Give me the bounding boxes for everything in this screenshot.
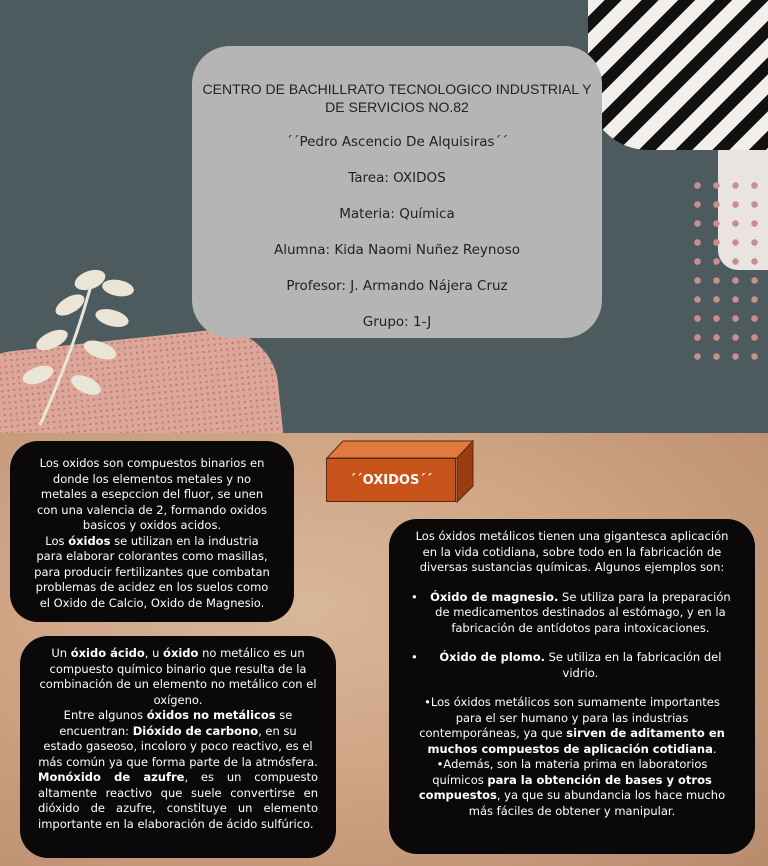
group-label: Grupo: 1-J <box>362 314 432 330</box>
oxidos-heading: ´´OXIDOS´´ <box>326 458 456 502</box>
subject-label: Materia: Química <box>339 206 455 222</box>
dot-grid-decoration <box>688 176 758 366</box>
acid-oxide-definition: Un óxido ácido, u óxido no metálico es un compuesto químico binario que resulta de la combinación de un elemento no metálico con el oxígeno. <box>39 646 317 707</box>
non-metal-oxides-examples: Entre algunos óxidos no metálicos se encuentran: Dióxido de carbono, en su estado gaseoso, incoloro y poco reactivo, es el más común ya que forma parte de la atmósfera. <box>38 708 318 769</box>
task-label: Tarea: OXIDOS <box>348 170 446 186</box>
school-honoree: ´´Pedro Ascencio De Alquisiras´´ <box>285 134 509 150</box>
list-item: • Óxido de plomo. Se utiliza en la fabricación del vidrio. <box>411 650 722 680</box>
metal-oxides-intro: Los óxidos metálicos tienen una gigantesca aplicación en la vida cotidiana, sobre todo en la fabricación de diversas sustancias químicas. Algunos ejemplos son: <box>415 529 729 574</box>
list-item: • Óxido de magnesio. Se utiliza para la preparación de medicamentos destinados al estómago, y en la fabricación de antídotos para intoxicaciones. <box>411 589 731 635</box>
acid-oxides-box <box>20 636 336 858</box>
school-name: CENTRO DE BACHILLRATO TECNOLOGICO INDUSTRIAL Y DE SERVICIOS NO.82 <box>202 81 592 115</box>
title-card <box>192 46 602 338</box>
striped-decoration <box>588 0 768 150</box>
student-label: Alumna: Kida Naomi Nuñez Reynoso <box>274 242 520 258</box>
teacher-label: Profesor: J. Armando Nájera Cruz <box>286 278 508 294</box>
leaf-branch-icon <box>0 250 140 430</box>
importance-paragraph: •Los óxidos metálicos son sumamente importantes para el ser humano y para las industrias contemporáneas, ya que sirven de aditamento en muchos compuestos de aplicación cotidiana. <box>419 695 725 756</box>
sulfur-monoxide-paragraph: Monóxido de azufre, es un compuesto altamente reactivo que suele convertirse en dióxido de azufre, constituye un elemento importante en la elaboración de ácido sulfúrico. <box>38 770 318 831</box>
definition-paragraph: Los oxidos son compuestos binarios en donde los elementos metales y no metales a esepccion del fluor, se unen con una valencia de 2, formando oxidos basicos y oxidos acidos. <box>36 456 268 532</box>
metal-oxides-box <box>389 519 755 854</box>
raw-material-paragraph: •Además, son la materia prima en laboratorios químicos para la obtención de bases y otros compuestos, ya que su abundancia los hace mucho más fáciles de obtener y manipular. <box>418 757 726 818</box>
oxides-definition-box <box>10 441 294 622</box>
uses-paragraph: Los óxidos se utilizan en la industria para elaborar colorantes como masillas, para producir fertilizantes que combatan problemas de acidez en los suelos como el Oxido de Calcio, Oxido de Magnesio. <box>34 533 270 610</box>
